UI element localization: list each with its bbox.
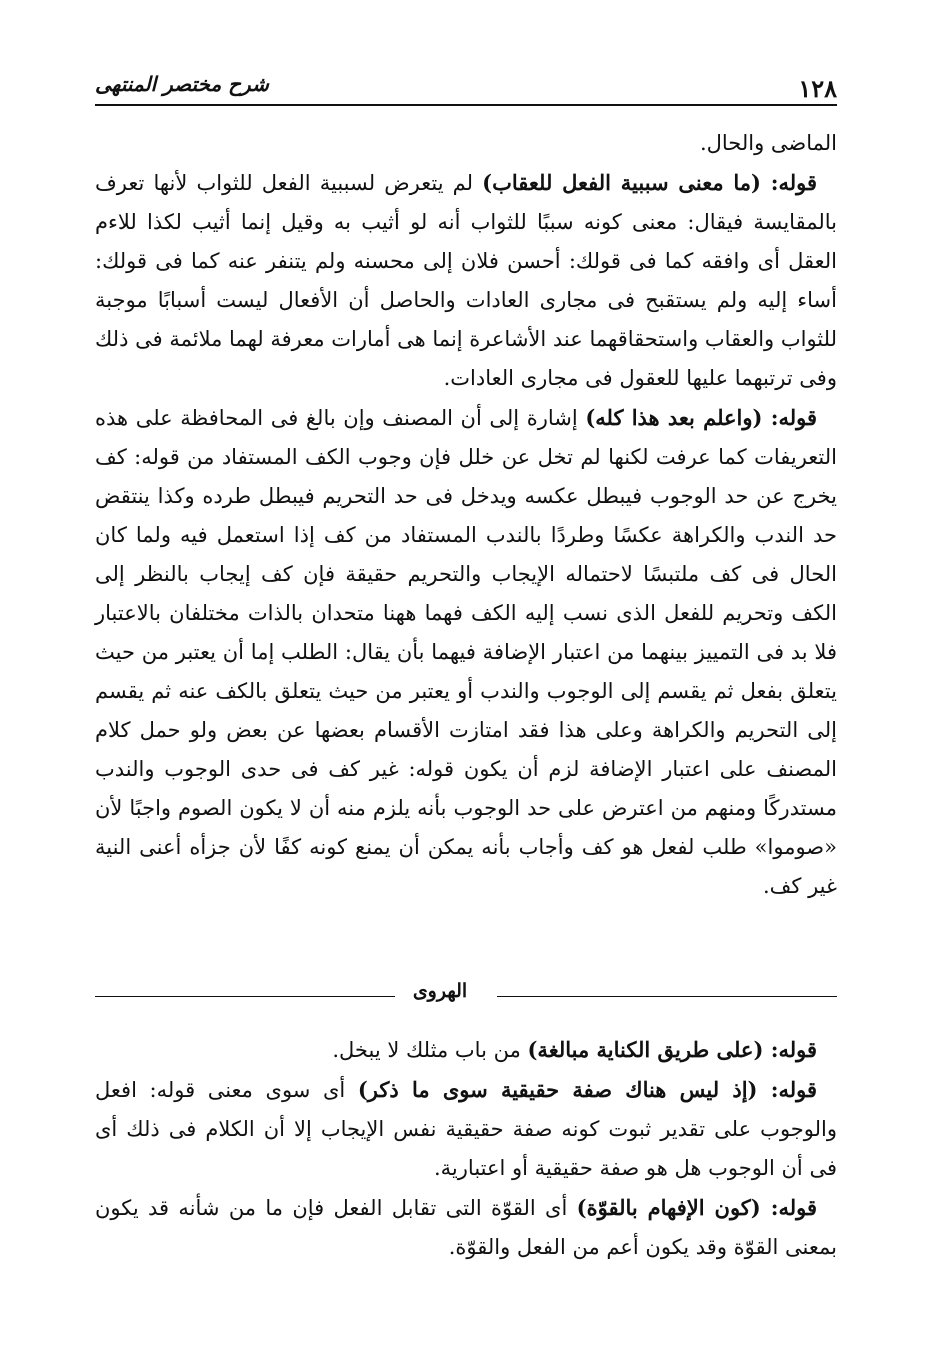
paragraph-text: إشارة إلى أن المصنف وإن بالغ فى المحافظة على هذه التعريفات كما عرفت لكنها لم تخل عن خلل فإن وجوب الكف المستفاد من قوله: كف يخرج عن حد الوجوب فيبطل عكسه ويدخل فى حد التحريم فيبطل طرده وكذا ينتقض حد الندب والكراهة عكسًا وطردًا بالندب المستفاد من كف إذا استعمل فيه ولما كان الحال فى كف ملتبسًا لاحتماله الإيجاب والتحريم حقيقة فإن كف إيجاب بالنظر إلى الكف وتحريم للفعل الذى نسب إليه الكف فهما ههنا متحدان بالذات مختلفان بالاعتبار فلا بد فى التمييز بينهما من اعتبار الإضافة فيهما بأن يقال: الطلب إما أن يعتبر من حيث يتعلق بفعل ثم يقسم إلى الوجوب والندب أو يعتبر من حيث يتعلق بالكف عنه ثم يقسم إلى التحريم والكراهة وعلى هذا فقد امتازت الأقسام بعضها عن بعض ولو حمل كلام المصنف على اعتبار الإضافة لزم أن يكون قوله: غير كف فى حدى الوجوب والندب مستدركًا ومنهم من اعترض على حد الوجوب بأنه يلزم منه أن لا يكون الصوم واجبًا لأن «صوموا» طلب لفعل هو كف وأجاب بأنه يمكن أن يمنع كونه كفًا لأن جزأه أعنى النية غير كف. (95, 406, 837, 898)
running-title: شرح مختصر المنتهى (95, 72, 269, 96)
main-text (95, 124, 837, 906)
commentary-text (95, 1030, 837, 1267)
quoted-phrase: قوله: (إذ ليس هناك صفة حقيقية سوى ما ذكر) (357, 1077, 817, 1102)
page-header (95, 66, 837, 106)
paragraph (95, 1030, 837, 1070)
paragraph-text: من باب مثلك لا يبخل. (332, 1038, 528, 1062)
quoted-phrase: قوله: (ما معنى سببية الفعل للعقاب) (482, 170, 817, 195)
paragraph (95, 124, 837, 163)
quoted-phrase: قوله: (كون الإفهام بالقوّة) (576, 1195, 817, 1220)
paragraph-text: الماضى والحال. (699, 131, 837, 155)
paragraph (95, 1188, 837, 1267)
separator-line (497, 996, 837, 997)
commentary-separator (95, 980, 837, 1010)
paragraph-text: لم يتعرض لسببية الفعل للثواب لأنها تعرف بالمقايسة فيقال: معنى كونه سببًا للثواب أنه لو أثيب به وقيل إنما أثيب لكذا للاءم العقل أى وافقه كما فى قولك: أحسن فلان إلى محسنه ولم يتنفر عنه كما فى قولك: أساء إليه ولم يستقبح فى مجارى العادات والحاصل أن الأفعال ليست أسبابًا موجبة للثواب والعقاب واستحقاقهما عند الأشاعرة إنما هى أمارات معرفة لهما ملائمة فى ذلك وفى ترتبهما عليها للعقول فى مجارى العادات. (94, 171, 837, 390)
commentator-label: الهروى (412, 980, 468, 1002)
separator-line (95, 996, 395, 997)
paragraph (95, 398, 837, 906)
header-rule (95, 104, 837, 106)
paragraph-text: أى سوى معنى قوله: افعل والوجوب على تقدير ثبوت كونه صفة حقيقية نفس الإيجاب إلا أن الكلام فى ذلك أى فى أن الوجوب هل هو صفة حقيقية أو اعتبارية. (95, 1078, 837, 1180)
paragraph-text: أى القوّة التى تقابل الفعل فإن ما من شأنه قد يكون بمعنى القوّة وقد يكون أعم من الفعل والقوّة. (95, 1196, 837, 1259)
paragraph (95, 1070, 837, 1188)
page-number: ١٢٨ (798, 74, 837, 103)
quoted-phrase: قوله: (واعلم بعد هذا كله) (585, 405, 817, 430)
paragraph (95, 163, 837, 398)
quoted-phrase: قوله: (على طريق الكناية مبالغة) (527, 1037, 817, 1062)
